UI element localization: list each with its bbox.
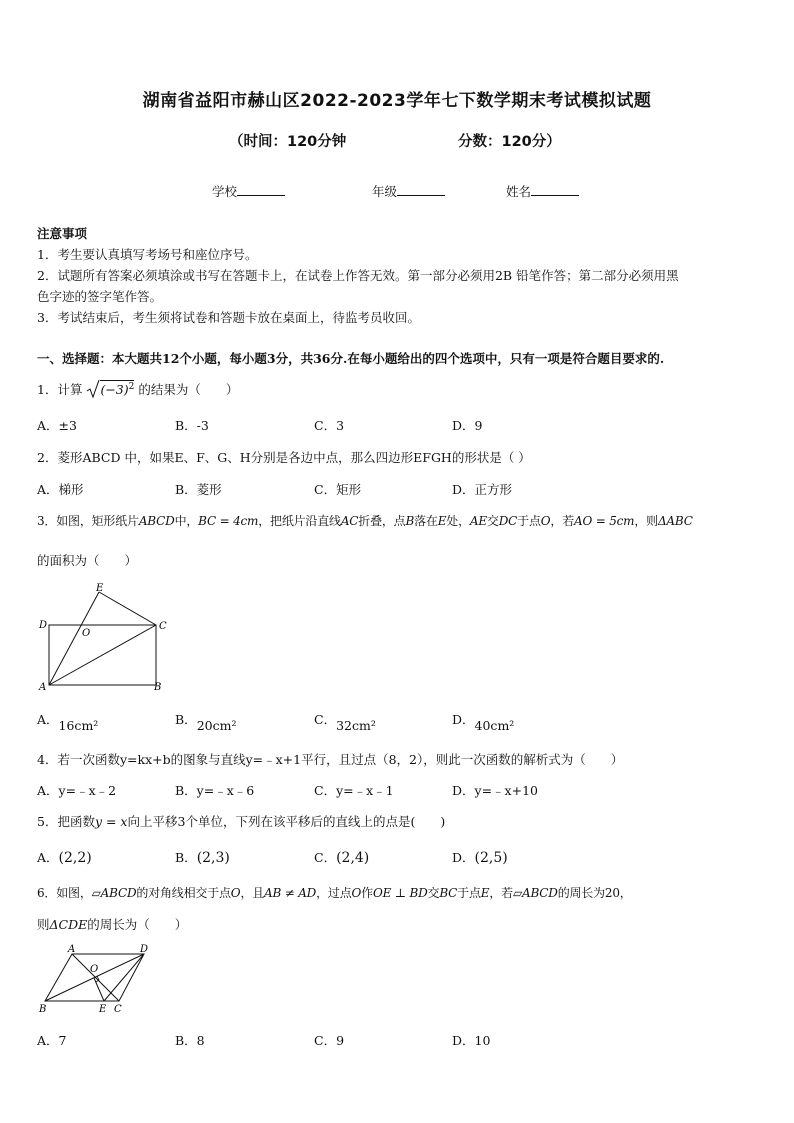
question-3 xyxy=(37,512,693,529)
q5-text: 向上平移3个单位，下列在该平移后的直线上的点是( ) xyxy=(127,814,446,829)
question-4: 4．若一次函数y=kx+b的图象与直线y=﹣x+1平行，且过点（8，2），则此一次函数的解析式为（ ） xyxy=(37,752,624,767)
question-6 xyxy=(37,884,632,901)
q6-line2 xyxy=(37,915,187,933)
radical-sign-icon xyxy=(86,379,100,399)
q6-text: 交 xyxy=(427,886,440,900)
q6-math: AB ≠ AD xyxy=(264,886,317,900)
q6-text: 作 xyxy=(361,886,373,900)
label-b: B xyxy=(154,682,162,692)
option-value: 40cm² xyxy=(474,718,515,733)
sqrt-expression xyxy=(86,379,134,399)
q3-math: AO = 5cm xyxy=(574,514,635,528)
q3-text: ，把纸片沿直线 xyxy=(258,514,341,528)
q3-text: ，则 xyxy=(634,514,658,528)
q6-math: O xyxy=(230,886,241,900)
note-item: 3．考试结束后，考生须将试卷和答题卡放在桌面上，待监考员收回。 xyxy=(37,310,420,325)
label-d: D xyxy=(39,620,48,631)
q4-option-b[interactable]: B．y=﹣x﹣6 xyxy=(175,783,255,798)
q6-math: ▱ABCD xyxy=(512,886,558,900)
q3-text: 中， xyxy=(174,514,199,528)
q5-text: 5．把函数 xyxy=(37,814,95,829)
option-value: (2,4) xyxy=(336,850,370,866)
label-c: C xyxy=(114,1004,122,1015)
q2-option-b[interactable]: B．菱形 xyxy=(175,482,222,497)
option-value: 32cm² xyxy=(336,718,376,733)
question-2: 2．菱形ABCD 中，如果E、F、G、H分别是各边中点，那么四边形EFGH的形状是（ ） xyxy=(37,450,531,465)
q1-suffix: 的结果为（ ） xyxy=(138,382,239,397)
diagonal-bd xyxy=(45,954,144,1001)
option-letter: C． xyxy=(314,712,337,727)
option-letter: B． xyxy=(175,850,197,865)
q1-option-b[interactable]: B．-3 xyxy=(175,418,209,433)
q3-text: 3．如图，矩形纸片 xyxy=(37,514,139,528)
q6-text: ，若 xyxy=(489,886,513,900)
q6-text: ，且 xyxy=(240,886,265,900)
q3-text: 处， xyxy=(446,514,470,528)
name-label: 姓名 xyxy=(506,184,532,199)
q3-text: 于点 xyxy=(517,514,541,528)
q6-text: 的周长为20， xyxy=(557,886,632,900)
q2-option-c[interactable]: C．矩形 xyxy=(314,482,362,497)
option-letter: C． xyxy=(314,850,337,865)
q3-math: ΔABC xyxy=(657,514,693,528)
q6-math: O xyxy=(351,886,362,900)
q6-text: 则 xyxy=(37,917,50,932)
q3-math: AE xyxy=(469,514,487,528)
q6-math: E xyxy=(480,886,490,900)
q3-math: O xyxy=(540,514,551,528)
q5-option-d[interactable] xyxy=(452,848,508,866)
score-label: 分数：120分） xyxy=(458,134,561,150)
label-o: O xyxy=(90,964,99,975)
segment-ed xyxy=(104,954,144,1001)
q3-option-d[interactable] xyxy=(452,710,515,733)
question-1 xyxy=(37,379,238,399)
q4-option-c[interactable]: C．y=﹣x﹣1 xyxy=(314,783,394,798)
note-item: 色字迹的签字笔作答。 xyxy=(37,289,163,304)
q3-math: DC xyxy=(498,514,518,528)
q3-text: ，若 xyxy=(550,514,574,528)
option-value: (2,2) xyxy=(58,850,92,866)
label-e: E xyxy=(96,583,104,594)
option-value: 16cm² xyxy=(58,718,99,733)
option-letter: B． xyxy=(175,712,197,727)
note-item: 1．考生要认真填写考场号和座位序号。 xyxy=(37,247,258,262)
q5-option-a[interactable] xyxy=(37,848,92,866)
q3-text: 折叠，点 xyxy=(358,514,406,528)
q3-text: 交 xyxy=(486,514,499,528)
q3-math: B xyxy=(405,514,415,528)
q1-prefix: 1．计算 xyxy=(37,382,83,397)
q3-option-a[interactable] xyxy=(37,710,99,733)
q3-option-c[interactable] xyxy=(314,710,376,733)
q2-option-a[interactable]: A．梯形 xyxy=(37,482,84,497)
label-c: C xyxy=(159,621,167,632)
q6-option-d[interactable]: D．10 xyxy=(452,1033,491,1048)
q6-parallelogram-figure xyxy=(36,940,166,1018)
q3-math: BC = 4cm xyxy=(198,514,259,528)
question-5 xyxy=(37,812,445,830)
q6-text: 6．如图， xyxy=(37,886,92,900)
q3-line2: 的面积为（ ） xyxy=(37,553,138,568)
school-field[interactable] xyxy=(212,182,285,200)
q3-text: 落在 xyxy=(414,514,438,528)
q6-math: BC xyxy=(439,886,458,900)
label-d: D xyxy=(140,944,149,955)
q6-text: 的周长为（ ） xyxy=(87,917,188,932)
q1-radicand: (−3) xyxy=(100,382,129,397)
q3-math: E xyxy=(437,514,447,528)
q6-option-c[interactable]: C．9 xyxy=(314,1033,345,1048)
option-value: (2,5) xyxy=(474,850,508,866)
q6-text: 于点 xyxy=(457,886,481,900)
label-b: B xyxy=(39,1004,47,1015)
q6-option-a[interactable]: A．7 xyxy=(37,1033,67,1048)
q1-option-d[interactable]: D．9 xyxy=(452,418,483,433)
q6-math: ▱ABCD xyxy=(91,886,137,900)
q6-text: ，过点 xyxy=(316,886,352,900)
q4-option-a[interactable]: A．y=﹣x﹣2 xyxy=(37,783,117,798)
grade-field[interactable] xyxy=(372,182,445,200)
q3-option-b[interactable] xyxy=(175,710,237,733)
q1-option-c[interactable]: C．3 xyxy=(314,418,345,433)
section-heading: 一、选择题：本大题共12个小题，每小题3分，共36分.在每小题给出的四个选项中，只有一项是符合题目要求的. xyxy=(37,351,665,366)
q3-math: ABCD xyxy=(138,514,175,528)
label-o: O xyxy=(82,628,91,639)
q3-math: AC xyxy=(340,514,359,528)
time-label: （时间：120分钟 xyxy=(229,134,347,150)
q1-option-a[interactable]: A．±3 xyxy=(37,418,77,433)
grade-label: 年级 xyxy=(372,184,398,199)
school-blank[interactable] xyxy=(237,183,285,196)
label-e: E xyxy=(99,1004,107,1015)
option-letter: D． xyxy=(452,712,475,727)
option-letter: A． xyxy=(37,850,59,865)
q3-rectangle-figure xyxy=(36,582,171,692)
label-a: A xyxy=(39,682,47,692)
q1-exponent: 2 xyxy=(128,381,135,392)
q6-text: 的对角线相交于点 xyxy=(136,886,231,900)
school-label: 学校 xyxy=(212,184,238,199)
q2-option-d[interactable]: D．正方形 xyxy=(452,482,513,497)
q5-option-c[interactable] xyxy=(314,848,369,866)
notes-heading: 注意事项 xyxy=(37,226,88,241)
name-blank[interactable] xyxy=(531,183,579,196)
q4-option-d[interactable]: D．y=﹣x+10 xyxy=(452,783,538,798)
label-a: A xyxy=(68,944,76,955)
q5-option-b[interactable] xyxy=(175,848,230,866)
q6-math: ΔCDE xyxy=(49,917,88,932)
page-title: 湖南省益阳市赫山区2022-2023学年七下数学期末考试模拟试题 xyxy=(142,91,652,111)
option-letter: A． xyxy=(37,712,59,727)
q5-math: y = x xyxy=(94,814,128,829)
segment-ec xyxy=(99,592,156,625)
option-value: 20cm² xyxy=(196,718,237,733)
option-value: (2,3) xyxy=(196,850,230,866)
q6-math: OE ⊥ BD xyxy=(372,886,428,900)
option-letter: D． xyxy=(452,850,475,865)
q6-option-b[interactable]: B．8 xyxy=(175,1033,205,1048)
name-field[interactable] xyxy=(506,182,579,200)
grade-blank[interactable] xyxy=(397,183,445,196)
note-item: 2．试题所有答案必须填涂或书写在答题卡上，在试卷上作答无效。第一部分必须用2B 铅笔作答；第二部分必须用黑 xyxy=(37,268,679,283)
